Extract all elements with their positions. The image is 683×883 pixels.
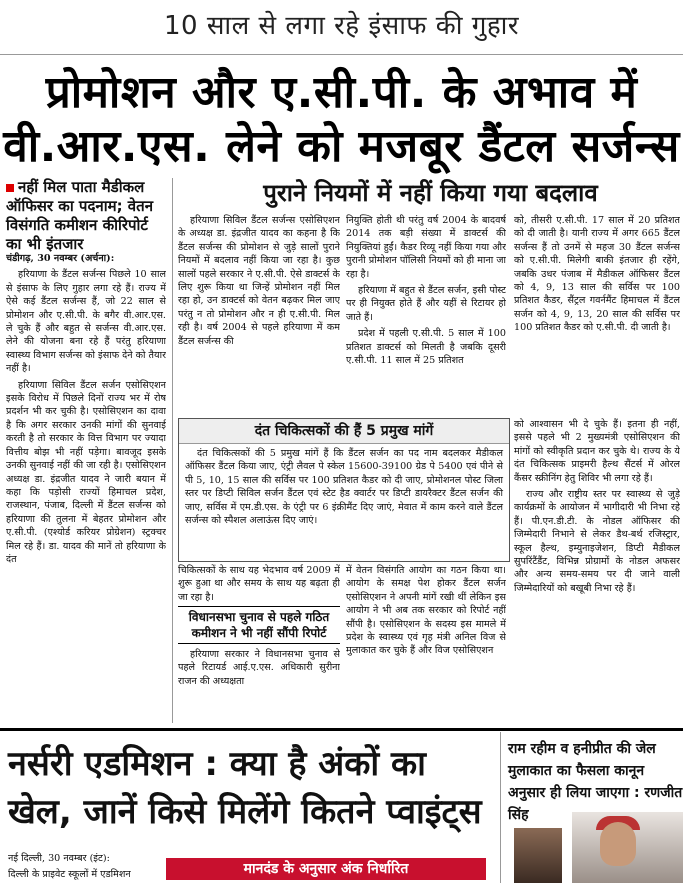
nursery-headline — [8, 740, 488, 836]
nursery-ribbon: मानदंड के अनुसार अंक निर्धारित — [166, 858, 486, 880]
kicker: 10 साल से लगा रहे इंसाफ की गुहार — [163, 11, 520, 41]
lower-column-1b — [178, 648, 340, 723]
column-divider — [172, 178, 173, 723]
box-headline: विधानसभा चुनाव से पहले गठित कमीशन ने भी नहीं सौंपी रिपोर्ट — [178, 606, 340, 644]
highlight-box — [6, 178, 168, 254]
paragraph: हरियाणा के डैंटल सर्जन्स पिछले 10 साल से इंसाफ के लिए गुहार लगा रहे हैं। राज्य में ऐसे कई डैंटल सर्जन्स हैं, जो 22 साल से प्रोमोशन और ए.सी.पी. के बगैर वी.आर.एस. ले चुके हैं और बहुत से सर्जन्स वी.आर.एस. लेने की योजना बना रहे हैं परंतु हरियाणा स्वास्थ्य विभाग सर्जन्स को इंसाफ देने को तैयार नहीं है। — [6, 269, 166, 375]
headline-line-2: वी.आर.एस. लेने को मजबूर डैंटल सर्जन्स — [3, 121, 680, 172]
lower-column-2 — [346, 564, 506, 724]
paragraph: को, तीसरी ए.सी.पी. 17 साल में 20 प्रतिशत को दी जाती है। यानी राज्य में अगर 665 डैंटल सर्जन्स हैं तो उनमें से महज 30 डैंटल सर्जन्स को ए.सी.पी. मिलेगी बाकी इंतजार ही रहेंगे, जबकि उधर पंजाब में मैडीकल ऑफिसर डैंटल को 4, 9, 13 साल की सर्विस पर 100 प्रतिशत कैडर, सैंट्रल गवर्नमैंट हिमाचल में डैंटल सर्जन को 4, 9, 13, 20 साल की सर्विस पर 100 प्रतिशत कैडर को ए.सी.पी. दी जाती है। — [514, 215, 680, 334]
paragraph: चिकित्सकों के साथ यह भेदभाव वर्ष 2009 में शुरू हुआ था और समय के साथ यह बढ़ता ही जा रहा है। — [178, 565, 340, 603]
headline-line-1: प्रोमोशन और ए.सी.पी. के अभाव में — [45, 67, 638, 118]
divider — [0, 54, 683, 55]
paragraph: दिल्ली के प्राइवेट स्कूलों में एडमिशन — [8, 869, 131, 881]
highlight-text: नहीं मिल पाता मैडीकल ऑफिसर का पदनाम; वेतन विसंगति कमीशन कीरिपोर्ट का भी इंतजार — [6, 178, 154, 253]
paragraph: हरियाणा सरकार ने विधानसभा चुनाव से पहले रिटायर्ड आई.ए.एस. अधिकारी सुरीना राजन की अध्यक्षता — [178, 649, 340, 687]
article-column-2 — [346, 214, 506, 414]
bullet-icon — [6, 184, 14, 192]
paragraph: हरियाणा सिविल डैंटल सर्जन एसोसिएशन इसके विरोध में पिछले दिनों राज्य भर में रोष प्रदर्शन भी कर चुकी है। एसोसिएशन का दावा है कि अगर सरकार उनकी मांगों की सुनवाई करती है तो सरकार के वित्त विभाग पर ज्यादा वित्तीय बोझ भी नहीं पड़ेगा। बावजूद इसके उनकी सुनवाई नहीं की जा रही है। एसोसिएशन अध्यक्ष डा. इंद्रजीत यादव ने जारी बयान में कहा कि पड़ोसी राज्यों हिमाचल प्रदेश, राजस्थान, पंजाब, दिल्ली में डैंटल सर्जन्स को हरियाणा की तुलना में बेहतर प्रोमोशन और ए.सी.पी. (एश्योर्ड करियर प्रोग्रेशन) स्ट्रक्चर मिल रहे हैं। डा. यादव की मानें तो हरियाणा के दंत — [6, 379, 166, 565]
paragraph: को आश्वासन भी दे चुके हैं। इतना ही नहीं, इससे पहले भी 2 मुख्यमंत्री एसोसिएशन की मांगों को स्वीकृति प्रदान कर चुके थे। राज्य के ये दंत चिकित्सक प्राइमरी हैल्थ सैंटर्स में ओरल कैंसर स्क्रीनिंग हेतु शिविर भी लगा रहे हैं। — [514, 419, 680, 484]
left-column — [6, 252, 166, 722]
lower-column-3 — [514, 418, 680, 724]
paragraph: प्रदेश में पहली ए.सी.पी. 5 साल में 100 प्रतिशत डाक्टर्स को मिलती है जबकि दूसरी ए.सी.पी. 11 साल में 25 प्रतिशत — [346, 328, 506, 367]
article-column-1 — [178, 214, 340, 414]
demands-title: दंत चिकित्सकों की हैं 5 प्रमुख मांगें — [179, 419, 509, 444]
demands-box — [178, 418, 510, 562]
sub-headline: पुराने नियमों में नहीं किया गया बदलाव — [263, 179, 598, 207]
paragraph: में वेतन विसंगति आयोग का गठन किया था। आयोग के समक्ष पेश होकर डैंटल सर्जन एसोसिएशन ने अपनी मांगें रखी थीं लेकिन इस आयोग ने भी अब तक सरकार को रिपोर्ट नहीं सौंपी है। एसोसिएशन के सदस्य इस मामले में प्रदेश के स्वास्थ्य एवं गृह मंत्री अनिल विज से मुलाकात कर चुके हैं और विज एसोसिएशन — [346, 565, 506, 657]
dateline: नई दिल्ली, 30 नवम्बर (इंट): — [8, 853, 110, 864]
paragraph: राज्य और राष्ट्रीय स्तर पर स्वास्थ्य से जुड़े कार्यक्रमों के आयोजन में भागीदारी भी निभा रहे हैं। पी.एन.डी.टी. के नोडल ऑफिसर की जिम्मेदारी निभाने से लेकर डैथ-बर्थ रजिस्ट्रार, स्कूल हैल्थ, इम्युनाइजेशन, डिप्टी मैडीकल सुपरिंटैंडैंट, विभिन्न प्रोग्रामों के नोडल अफसर और अन्य समय-समय पर दी जाने वाली जिम्मेदारियों को बखूबी निभा रहे हैं। — [514, 489, 680, 594]
person-photo — [514, 828, 562, 883]
article-column-3 — [514, 214, 680, 414]
section-divider — [0, 728, 683, 731]
paragraph: दंत चिकित्सकों की 5 प्रमुख मांगें हैं कि डैंटल सर्जन का पद नाम बदलकर मैडीकल ऑफिसर डैंटल किया जाए, एंट्री लैवल पे स्केल 15600-39100 ग्रेड पे 5400 एवं पीने से पी 5, 10, 15 साल की सर्विस पर 100 प्रतिशत कैडर को दी जाए, प्रोमोशनल पोस्ट जिला स्तर पर डिप्टी सिविल सर्जन डैंटल एवं स्टेट हैड क्वार्टर पर डिप्टी डायरैक्टर डैंटल सर्जन की जाए, सर्विस में एम.डी.एस. के एंट्री पर 6 इंक्रीमैंट दिए जाएं, मेवात में काम करने वाले डैंटल सर्जन्स को स्पैशल अलाऊंस दिए जाएं। — [185, 448, 503, 527]
paragraph: नियुक्ति होती थी परंतु वर्ष 2004 के बादवर्ष 2014 तक बड़ी संख्या में डाक्टर्स की नियुक्तियां हुईं। कैडर रिव्यू नहीं किया गया और पुरानी प्रोमोशन पॉलिसी नियमों को ही माना जा रहा है। — [346, 215, 506, 280]
lower-column-1 — [178, 564, 340, 604]
nursery-line-2: खेल, जानें किसे मिलेंगे कितने प्वाइंट्स — [8, 792, 482, 832]
paragraph: हरियाणा में बहुत से डैंटल सर्जन, इसी पोस्ट पर ही नियुक्त होते हैं और यहीं से रिटायर हो जाते हैं। — [346, 285, 506, 323]
column-divider — [500, 732, 501, 883]
face-shape — [600, 822, 636, 866]
dateline: चंडीगढ़, 30 नवम्बर (अर्चना): — [6, 253, 115, 264]
nursery-line-1: नर्सरी एडमिशन : क्या है अंकों का — [8, 744, 426, 784]
right-story-headline: राम रहीम व हनीप्रीत की जेल मुलाकात का फैसला कानून अनुसार ही लिया जाएगा : रणजीत सिंह — [508, 741, 683, 823]
demands-text — [179, 444, 509, 558]
nursery-text — [8, 852, 163, 883]
paragraph: हरियाणा सिविल डैंटल सर्जन्स एसोसिएशन के अध्यक्ष डा. इंद्रजीत यादव का कहना है कि डैंटल सर्जन्स की प्रोमोशन से जुड़े सालों पुराने नियमों में बदलाव नहीं किया जा रहा है। कुछ सालों पहले सरकार ने ए.सी.पी. ऐसे डाक्टर्स के लिए शुरू किया था जिन्हें प्रोमोशन नहीं मिल रहा हो, उन डाक्टर्स को वेतन बढ़कर मिल जाए परंतु न तो प्रोमोशन और न ही ए.सी.पी. मिल रही है। वर्ष 2004 से पहले हरियाणा में कम डैंटल सर्जन्स की — [178, 215, 340, 347]
